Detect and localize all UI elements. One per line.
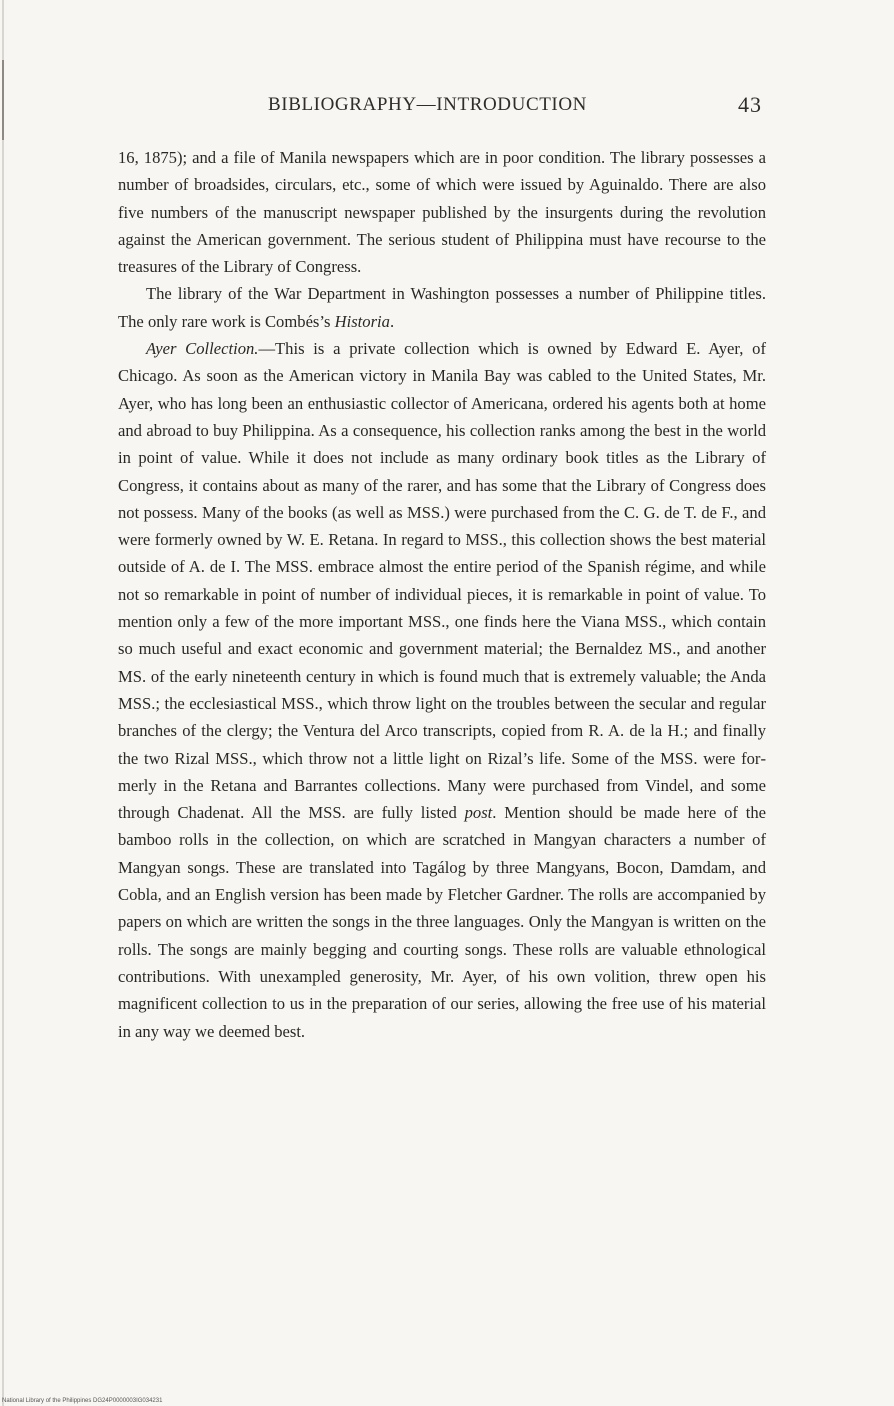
paragraph-2-tail: . (389, 311, 395, 331)
italic-title-historia: Historia (334, 311, 390, 331)
paragraph-2-text: The library of the War Department in Washington possesses a number of Philippine titles. The only rare work is Combés’s (118, 284, 766, 331)
paragraph-1-text: 16, 1875); and a file of Manila newspapers which are in poor condition. The library possesses a number of broadsides, circulars, etc., some of which were issued by Aguinaldo. There are also five numbers of the manuscript newspaper published by the insurgents during the revolution against the American government. The serious student of Philippina must have recourse to the treasures of the Library of Congress. (118, 148, 766, 277)
section-heading-ayer-collection: Ayer Collection. (146, 339, 259, 359)
paragraph-1 (118, 144, 766, 280)
scan-footer-note: National Library of the Philippines DG24P0000003IG034231 (2, 1398, 163, 1404)
running-head-title: BIBLIOGRAPHY—INTRODUCTION (268, 94, 587, 115)
page-edge-line (2, 0, 4, 1406)
paragraph-3-tail: . Mention should be made here of the bamboo rolls in the collection, on which are scratched in Mangyan characters a number of Mangyan songs. These are translated into Tagálog by three Mangyans, Bocon, Damdam, and Cobla, and an English version has been made by Fletcher Gardner. The rolls are accompanied by papers on which are written the songs in the three languages. Only the Mangyan is written on the rolls. The songs are mainly begging and courting songs. These rolls are valuable ethnological contributions. With unexampled generosity, Mr. Ayer, of his own volition, threw open his magnificent collection to us in the preparation of our series, allowing the free use of his material in any way we deemed best. (118, 803, 766, 1041)
italic-word-post: post (464, 803, 493, 823)
paragraph-3 (118, 335, 766, 1045)
body-text (118, 144, 766, 1045)
page-edge-mark (2, 60, 4, 140)
running-head (118, 92, 768, 124)
paragraph-3-text: —This is a private collection which is owned by Edward E. Ayer, of Chicago. As soon as the American victory in Manila Bay was cabled to the United States, Mr. Ayer, who has long been an enthusiastic collector of Americana, ordered his agents both at home and abroad to buy Philippina. As a consequence, his collection ranks among the best in the world in point of value. While it does not include as many ordinary book titles as the Library of Congress, it contains about as many of the rarer, and has some that the Library of Congress does not possess. Many of the books (as well as MSS.) were purchased from the C. G. de T. de F., and were formerly owned by W. E. Retana. In regard to MSS., this collection shows the best material outside of A. de I. The MSS. embrace almost the entire period of the Spanish régime, and while not so remarkable in point of number of individual pieces, it is remarkable in point of value. To mention only a few of the more important MSS., one finds here the Viana MSS., which contain so much useful and exact economic and government material; the Bernaldez MS., and another MS. of the early nineteenth century in which is found much that is extremely valuable; the Anda MSS.; the ecclesiastical MSS., which throw light on the troubles between the secular and regular branches of the clergy; the Ventura del Arco transcripts, copied from R. A. de la H.; and finally the two Rizal MSS., which throw not a little light on Rizal’s life. Some of the MSS. were formerly in the Retana and Barrantes collections. Many were purchased from Vindel, and some through Chadenat. All the MSS. are fully listed (118, 339, 766, 823)
page-number: 43 (738, 92, 762, 117)
paragraph-2 (118, 280, 766, 335)
